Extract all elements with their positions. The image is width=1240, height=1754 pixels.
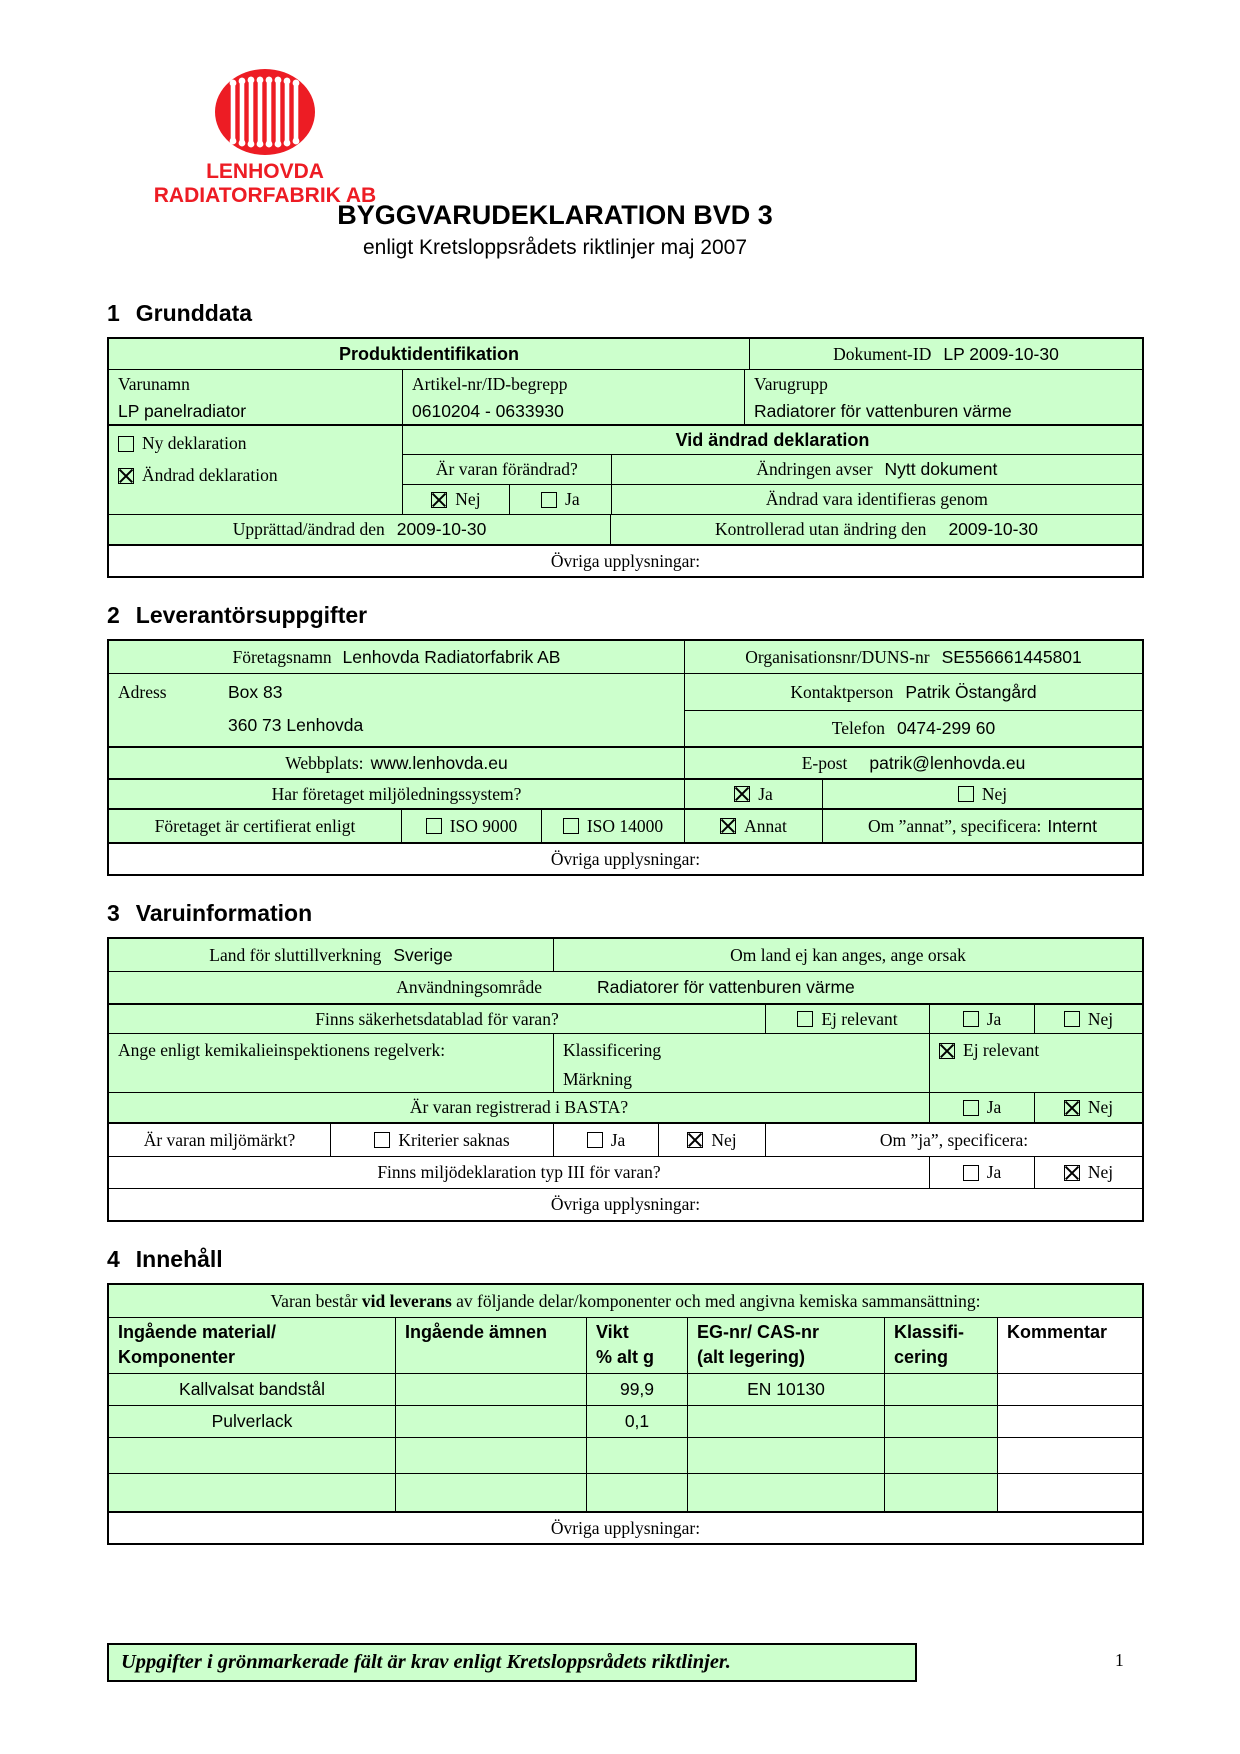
epost-label: E-post: [801, 752, 848, 773]
varugrupp-value: Radiatorer för vattenburen värme: [754, 401, 1012, 421]
ovriga-upplysningar-label: Övriga upplysningar:: [550, 550, 701, 571]
cell-andringen-avser: [611, 455, 1142, 484]
artikelnr-value: 0610204 - 0633930: [412, 401, 564, 421]
varugrupp-label: Varugrupp: [754, 374, 828, 394]
cell-kemikalie: [109, 1034, 553, 1092]
cell-ovriga-upplysningar-4: Övriga upplysningar:: [550, 1517, 701, 1538]
cell-artikelnr: [402, 370, 744, 424]
col-header-klassificering: Klassifi- cering: [884, 1318, 997, 1373]
col-header-egnr: EG-nr/ CAS-nr (alt legering): [687, 1318, 884, 1373]
iso14000-checkbox: [563, 818, 579, 834]
cell-miljodekl-ja: Ja: [929, 1157, 1034, 1188]
cell-miljomarkt: [109, 1124, 330, 1156]
miljomarkt-nej-checkbox: [687, 1132, 703, 1148]
basta-ja-checkbox: [963, 1100, 979, 1116]
forandrad-ja-checkbox: [541, 492, 557, 508]
basta-nej-checkbox: [1064, 1100, 1080, 1116]
page-subtitle: enligt Kretsloppsrådets riktlinjer maj 2007: [362, 236, 748, 259]
iso9000-checkbox: [426, 818, 442, 834]
cell-forandrad-nej: Nej: [403, 485, 509, 514]
orgnr-label: Organisationsnr/DUNS-nr: [745, 646, 930, 667]
varunamn-label: Varunamn: [118, 374, 190, 394]
upprattad-label: Upprättad/ändrad den: [232, 519, 385, 539]
kontrollerad-label: Kontrollerad utan ändring den: [715, 519, 927, 539]
cell-iso14000: ISO 14000: [541, 810, 684, 842]
cell-ovriga-upplysningar-3: Övriga upplysningar:: [550, 1194, 701, 1214]
cell-miljomarkt-ja: Ja: [553, 1124, 658, 1156]
telefon-label: Telefon: [831, 718, 885, 738]
ny-deklaration-option: Ny deklaration: [118, 433, 393, 454]
miljo-ja-checkbox: [734, 786, 750, 802]
anvandningsomrade-label: Användningsområde: [396, 977, 543, 997]
upprattad-value: 2009-10-30: [396, 519, 487, 539]
egnr-value: EN 10130: [747, 1379, 825, 1399]
vid-leverans-bold: vid leverans: [361, 1290, 452, 1311]
cell-om-annat: [822, 810, 1142, 842]
kontrollerad-value: 2009-10-30: [948, 519, 1038, 539]
miljoledningssystem-label: Har företaget miljöledningssystem?: [271, 783, 522, 804]
section4-heading: 4 Innehåll: [107, 1246, 223, 1272]
cell-vid-andrad-deklaration: [403, 426, 1142, 454]
kriterier-saknas-checkbox: [374, 1132, 390, 1148]
cell-miljodekl-nej: Nej: [1034, 1157, 1142, 1188]
cell-dokument-id: [749, 339, 1142, 369]
sakerhetsdatablad-label: Finns säkerhetsdatablad för varan?: [315, 1008, 559, 1029]
andringen-avser-label: Ändringen avser: [756, 459, 873, 479]
table-leverantorsuppgifter: [107, 639, 1144, 876]
cell-telefon: [685, 711, 1142, 746]
cell-ar-varan-forandrad: [403, 455, 611, 484]
logo-company-name-line2: RADIATORFABRIK AB: [153, 184, 377, 207]
page-title: BYGGVARUDEKLARATION BVD 3: [337, 200, 773, 230]
table-row: [109, 1437, 1142, 1473]
table-grunddata: [107, 337, 1144, 578]
cell-om-ja-specificera: [765, 1124, 1142, 1156]
anvandningsomrade-value: Radiatorer för vattenburen värme: [597, 977, 855, 997]
varunamn-value: LP panelradiator: [118, 401, 247, 421]
cell-adress: [109, 674, 684, 746]
andrad-deklaration-option: Ändrad deklaration: [118, 465, 393, 486]
table-row: [109, 1373, 1142, 1405]
cell-ovriga-upplysningar-2: Övriga upplysningar:: [550, 848, 701, 869]
cell-basta-nej: Nej: [1034, 1093, 1142, 1122]
om-annat-value: Internt: [1047, 815, 1098, 836]
miljomarkt-label: Är varan miljömärkt?: [143, 1129, 296, 1150]
miljo-nej-checkbox: [958, 786, 974, 802]
produktidentifikation-label: Produktidentifikation: [339, 343, 519, 364]
table-row: [109, 1405, 1142, 1437]
section3-heading: 3 Varuinformation: [107, 900, 313, 926]
andrad-deklaration-checkbox: [118, 468, 134, 484]
adress-label: Adress: [118, 682, 167, 702]
cell-webbplats: [109, 748, 684, 778]
andringen-avser-value: Nytt dokument: [884, 459, 998, 479]
green-fields-note: Uppgifter i grönmarkerade fält är krav enligt Kretsloppsrådets riktlinjer.: [107, 1643, 917, 1682]
om-land-label: Om land ej kan anges, ange orsak: [730, 944, 966, 965]
col-header-amnen: Ingående ämnen: [395, 1318, 586, 1373]
cell-basta: [109, 1093, 929, 1122]
section1-heading: 1 Grunddata: [107, 300, 253, 326]
table-row: [109, 1473, 1142, 1511]
cell-anvandningsomrade: [109, 972, 1142, 1003]
material-value: Pulverlack: [211, 1411, 293, 1431]
miljodekl-nej-checkbox: [1064, 1165, 1080, 1181]
sakerhets-ja-checkbox: [963, 1011, 979, 1027]
section2-heading: 2 Leverantörsuppgifter: [107, 602, 368, 628]
webbplats-label: Webbplats:: [285, 752, 364, 773]
logo-company-name-line1: LENHOVDA: [206, 160, 324, 183]
cell-kontrollerad: [610, 515, 1142, 544]
cell-orgnr: [684, 641, 1142, 673]
table-varuinformation: [107, 937, 1144, 1222]
cell-varugrupp: [744, 370, 1142, 424]
adress-value-line1: Box 83: [228, 682, 283, 702]
cell-epost: [684, 748, 1142, 778]
sakerhets-nej-checkbox: [1064, 1011, 1080, 1027]
cell-miljomarkt-nej: Nej: [658, 1124, 765, 1156]
cell-kontaktperson: [685, 674, 1142, 710]
markning-label: Märkning: [563, 1069, 633, 1089]
cell-produktidentifikation: [109, 339, 749, 369]
cell-kemikalie-ej-relevant: Ej relevant: [929, 1034, 1142, 1092]
kemikalie-label: Ange enligt kemikalieinspektionens regelverk:: [118, 1040, 446, 1060]
table-innehall: [107, 1283, 1144, 1545]
cell-sakerhets-ja: Ja: [929, 1005, 1034, 1033]
andrad-vara-identifieras-label: Ändrad vara identifieras genom: [765, 489, 988, 509]
miljodeklaration-label: Finns miljödeklaration typ III för varan?: [377, 1162, 661, 1182]
cell-land: [109, 939, 553, 971]
vid-andrad-deklaration-label: Vid ändrad deklaration: [675, 429, 870, 450]
miljodekl-ja-checkbox: [963, 1165, 979, 1181]
artikelnr-label: Artikel-nr/ID-begrepp: [412, 374, 568, 394]
cell-klassificering-markning: [553, 1034, 929, 1092]
forandrad-nej-checkbox: [431, 492, 447, 508]
cell-upprattad: [109, 515, 610, 544]
cell-miljoledningssystem: [109, 780, 684, 808]
webbplats-value: www.lenhovda.eu: [370, 752, 508, 773]
cell-forandrad-ja: Ja: [509, 485, 611, 514]
cell-miljo-ja: Ja: [684, 780, 822, 808]
cell-iso9000: ISO 9000: [401, 810, 541, 842]
vikt-value: 0,1: [624, 1411, 650, 1431]
orgnr-value: SE556661445801: [941, 646, 1082, 667]
cell-miljo-nej: Nej: [822, 780, 1142, 808]
adress-value-line2: 360 73 Lenhovda: [228, 715, 364, 735]
kemikalie-ej-relevant-checkbox: [939, 1043, 955, 1059]
foretagsnamn-label: Företagsnamn: [232, 646, 332, 667]
miljomarkt-ja-checkbox: [587, 1132, 603, 1148]
telefon-value: 0474-299 60: [896, 718, 996, 738]
foretagsnamn-value: Lenhovda Radiatorfabrik AB: [342, 646, 561, 667]
cell-varunamn: [109, 370, 402, 424]
epost-value: patrik@lenhovda.eu: [869, 752, 1026, 773]
col-header-kommentar: Kommentar: [997, 1318, 1142, 1373]
cell-deklaration-typ: [109, 426, 402, 514]
cell-sakerhetsdatablad: [109, 1005, 765, 1033]
om-ja-specificera-label: Om ”ja”, specificera:: [879, 1129, 1029, 1150]
cell-annat: Annat: [684, 810, 822, 842]
material-value: Kallvalsat bandstål: [179, 1379, 325, 1399]
annat-checkbox: [720, 818, 736, 834]
land-value: Sverige: [393, 944, 453, 965]
kontaktperson-value: Patrik Östangård: [905, 681, 1037, 702]
cell-certifierat: [109, 810, 401, 842]
cell-basta-ja: Ja: [929, 1093, 1034, 1122]
ar-varan-forandrad-label: Är varan förändrad?: [435, 459, 578, 479]
page-number: 1: [1115, 1650, 1124, 1670]
cell-innehall-intro: Varan består vid leverans av följande delar/komponenter och med angivna kemiska sammansättning:: [270, 1290, 981, 1311]
dokument-id-value: LP 2009-10-30: [943, 343, 1059, 364]
ny-deklaration-checkbox: [118, 436, 134, 452]
sakerhets-ej-relevant-checkbox: [797, 1011, 813, 1027]
basta-label: Är varan registrerad i BASTA?: [409, 1097, 629, 1117]
cell-om-land: [553, 939, 1142, 971]
col-header-material: Ingående material/ Komponenter: [118, 1322, 277, 1367]
cell-kriterier-saknas: Kriterier saknas: [330, 1124, 553, 1156]
col-header-vikt: Vikt % alt g: [586, 1318, 687, 1373]
cell-foretagsnamn: [109, 641, 684, 673]
certifierat-label: Företaget är certifierat enligt: [154, 815, 356, 836]
cell-miljodeklaration: [109, 1157, 929, 1188]
klassificering-label: Klassificering: [563, 1040, 662, 1060]
vikt-value: 99,9: [619, 1379, 655, 1399]
cell-andrad-vara-identifieras: [611, 485, 1142, 514]
land-label: Land för sluttillverkning: [209, 944, 382, 965]
cell-sakerhets-ej-relevant: Ej relevant: [765, 1005, 929, 1033]
cell-ovriga-upplysningar-1: [109, 546, 1142, 576]
dokument-id-label: Dokument-ID: [833, 343, 932, 364]
kontaktperson-label: Kontaktperson: [790, 681, 894, 702]
om-annat-label: Om ”annat”, specificera:: [867, 815, 1042, 836]
cell-sakerhets-nej: Nej: [1034, 1005, 1142, 1033]
